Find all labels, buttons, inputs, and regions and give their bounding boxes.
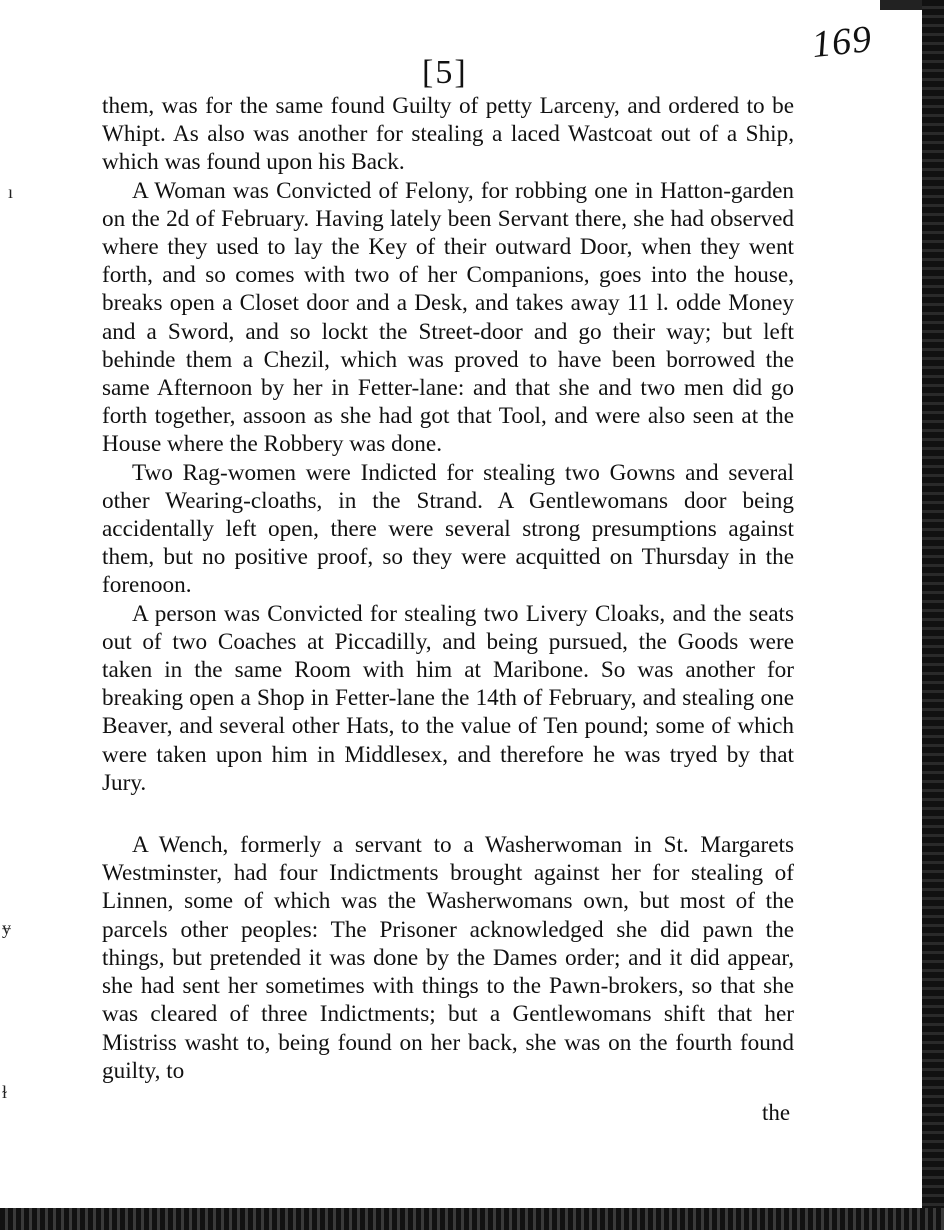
paragraph-woman-felony: A Woman was Convicted of Felony, for robbing one in Hatton-garden on the 2d of February. Having lately been Servant there, she had observed where they used to lay the Key of their outward Door, when they went forth, and so comes with two of her Companions, goes into the house, breaks open a Closet door and a Desk, and takes away 11 l. odde Money and a Sword, and so lockt the Street-door and go their way; but left behinde them a Chezil, which was proved to have been borrowed the same Afternoon by her in Fetter-lane: and that she and two men did go forth together, assoon as she had got that Tool, and were also seen at the House where the Robbery was done. [102, 177, 794, 458]
margin-speck: ɏ [2, 918, 11, 938]
margin-speck: ı [8, 182, 14, 202]
scan-edge-right [922, 0, 944, 1230]
scan-edge-bottom [0, 1208, 944, 1230]
catchword: the [762, 1100, 791, 1125]
paragraph-gap [102, 797, 794, 831]
paragraph-continued: them, was for the same found Guilty of petty Larceny, and ordered to be Whipt. As also was another for stealing a laced Wastcoat out of a Ship, which was found upon his Back. [102, 93, 794, 176]
paragraph-rag-women: Two Rag-women were Indicted for stealing two Gowns and several other Wearing-cloaths, in the Strand. A Gentlewomans door being accidentally left open, there were several strong presumptions against them, but no positive proof, so they were acquitted on Thursday in the forenoon. [102, 459, 794, 599]
paragraph-wench: A Wench, formerly a servant to a Washerwoman in St. Margarets Westminster, had four Indictments brought against her for stealing of Linnen, some of which was the Washerwomans own, but most of the parcels other peoples: The Prisoner acknowledged she did pawn the things, but pretended it was done by the Dames order; and it did appear, she had sent her sometimes with things to the Pawn-brokers, so that she was cleared of three Indictments; but a Gentlewomans shift that her Mistriss washt to, being found on her back, she was on the fourth found guilty, to [102, 832, 794, 1084]
page-number: [5] [422, 54, 468, 91]
folio-mark: 169 [809, 17, 875, 67]
margin-speck: ɫ [2, 1082, 8, 1102]
body-text [102, 92, 794, 1085]
paragraph-livery-cloaks: A person was Convicted for stealing two Livery Cloaks, and the seats out of two Coaches at Piccadilly, and being pursued, the Goods were taken in the same Room with him at Maribone. So was another for breaking open a Shop in Fetter-lane the 14th of February, and stealing one Beaver, and several other Hats, to the value of Ten pound; some of which were taken upon him in Middlesex, and therefore he was tryed by that Jury. [102, 600, 794, 796]
